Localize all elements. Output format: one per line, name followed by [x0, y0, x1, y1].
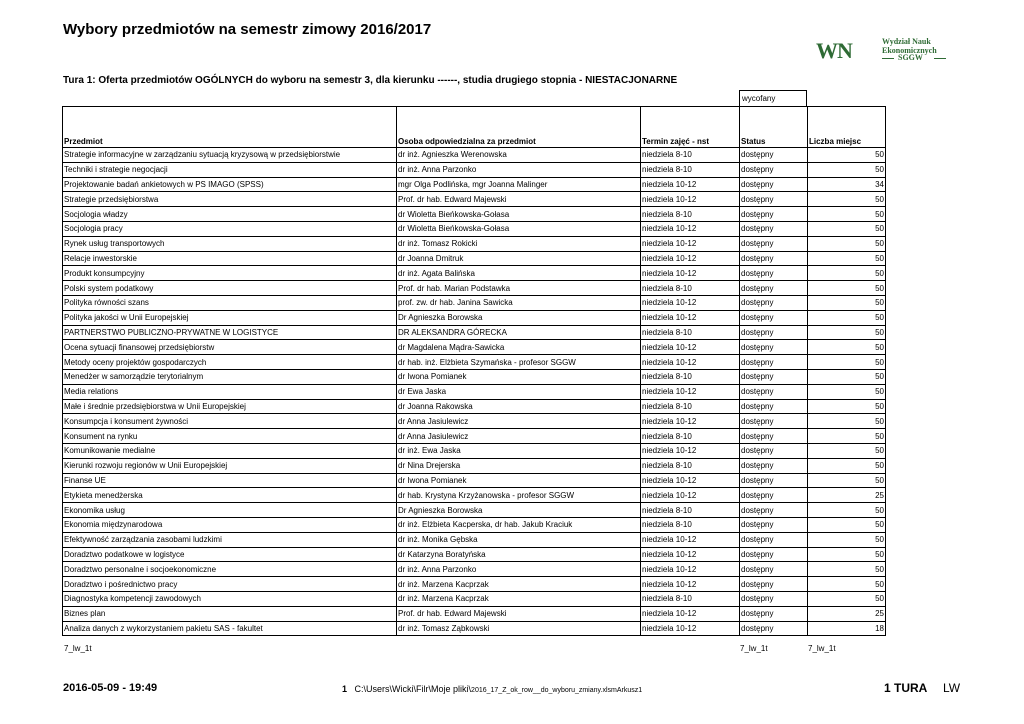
cell-przedmiot: Doradztwo i pośrednictwo pracy [63, 577, 397, 592]
cell-liczba-miejsc: 50 [808, 221, 886, 236]
cell-liczba-miejsc: 50 [808, 281, 886, 296]
cell-osoba: dr inż. Marzena Kacprzak [397, 591, 641, 606]
page-title: Wybory przedmiotów na semestr zimowy 2016/2017 [63, 21, 432, 38]
faculty-logo [816, 36, 956, 68]
cell-status: dostępny [740, 621, 808, 636]
header-przedmiot: Przedmiot [63, 107, 397, 148]
footer-tura: 1 TURA [884, 681, 928, 695]
cell-osoba: prof. zw. dr hab. Janina Sawicka [397, 295, 641, 310]
table-row [63, 310, 886, 325]
cell-status: dostępny [740, 369, 808, 384]
table-row [63, 221, 886, 236]
cell-liczba-miejsc: 50 [808, 473, 886, 488]
table-row [63, 473, 886, 488]
cell-liczba-miejsc: 50 [808, 295, 886, 310]
cell-termin: niedziela 10-12 [641, 414, 740, 429]
cell-przedmiot: Socjologia pracy [63, 221, 397, 236]
table-row [63, 340, 886, 355]
cell-status: dostępny [740, 162, 808, 177]
cell-osoba: dr Joanna Rakowska [397, 399, 641, 414]
cell-liczba-miejsc: 50 [808, 325, 886, 340]
footer-code: LW [943, 681, 961, 695]
header-osoba: Osoba odpowiedzialna za przedmiot [397, 107, 641, 148]
cell-termin: niedziela 8-10 [641, 281, 740, 296]
cell-przedmiot: Biznes plan [63, 606, 397, 621]
table-row [63, 325, 886, 340]
footer-path-main: C:\Users\Wicki\Filr\Moje pliki\ [354, 684, 472, 694]
cell-status: dostępny [740, 325, 808, 340]
cell-status: dostępny [740, 562, 808, 577]
cell-status: dostępny [740, 207, 808, 222]
cell-przedmiot: Socjologia władzy [63, 207, 397, 222]
table-row [63, 547, 886, 562]
cell-osoba: dr Anna Jasiulewicz [397, 414, 641, 429]
cell-termin: niedziela 10-12 [641, 488, 740, 503]
cell-termin: niedziela 10-12 [641, 562, 740, 577]
cell-termin: niedziela 10-12 [641, 606, 740, 621]
table-header-row [63, 107, 886, 148]
cell-termin: niedziela 10-12 [641, 621, 740, 636]
cell-liczba-miejsc: 50 [808, 369, 886, 384]
cell-osoba: dr inż. Agnieszka Werenowska [397, 148, 641, 163]
cell-osoba: dr Wioletta Bieńkowska-Gołasa [397, 207, 641, 222]
cell-status: dostępny [740, 192, 808, 207]
code-left: 7_lw_1t [64, 644, 92, 653]
cell-przedmiot: Komunikowanie medialne [63, 443, 397, 458]
cell-przedmiot: Polityka równości szans [63, 295, 397, 310]
cell-osoba: Prof. dr hab. Marian Podstawka [397, 281, 641, 296]
cell-przedmiot: Rynek usług transportowych [63, 236, 397, 251]
table-row [63, 591, 886, 606]
table-row [63, 429, 886, 444]
cell-liczba-miejsc: 50 [808, 384, 886, 399]
header-status: Status [740, 107, 808, 148]
table-row [63, 251, 886, 266]
cell-termin: niedziela 8-10 [641, 591, 740, 606]
footer-path [342, 684, 642, 694]
cell-osoba: dr inż. Marzena Kacprzak [397, 577, 641, 592]
cell-status: dostępny [740, 340, 808, 355]
cell-osoba: Dr Agnieszka Borowska [397, 503, 641, 518]
cell-przedmiot: Strategie przedsiębiorstwa [63, 192, 397, 207]
cell-termin: niedziela 10-12 [641, 384, 740, 399]
cell-przedmiot: Konsumpcja i konsument żywności [63, 414, 397, 429]
cell-przedmiot: Ekonomika usług [63, 503, 397, 518]
footer-page-number: 1 [342, 684, 348, 694]
cell-status: dostępny [740, 458, 808, 473]
cell-liczba-miejsc: 50 [808, 236, 886, 251]
footer-datetime: 2016-05-09 - 19:49 [63, 682, 158, 694]
cell-przedmiot: Finanse UE [63, 473, 397, 488]
cell-liczba-miejsc: 18 [808, 621, 886, 636]
courses-table-body [63, 107, 886, 636]
cell-termin: niedziela 8-10 [641, 325, 740, 340]
cell-przedmiot: Polityka jakości w Unii Europejskiej [63, 310, 397, 325]
cell-przedmiot: PARTNERSTWO PUBLICZNO-PRYWATNE W LOGISTYCE [63, 325, 397, 340]
cell-status: dostępny [740, 281, 808, 296]
cell-status: dostępny [740, 399, 808, 414]
table-row [63, 517, 886, 532]
table-row [63, 577, 886, 592]
cell-przedmiot: Techniki i strategie negocjacji [63, 162, 397, 177]
table-row [63, 266, 886, 281]
table-row [63, 443, 886, 458]
code-status: 7_lw_1t [740, 644, 768, 653]
logo-line1: Wydział Nauk [882, 37, 931, 46]
cell-liczba-miejsc: 50 [808, 591, 886, 606]
cell-przedmiot: Etykieta menedżerska [63, 488, 397, 503]
cell-liczba-miejsc: 50 [808, 399, 886, 414]
cell-status: dostępny [740, 236, 808, 251]
logo-sggw: SGGW [898, 53, 923, 62]
table-row [63, 192, 886, 207]
cell-osoba: DR ALEKSANDRA GÓRECKA [397, 325, 641, 340]
table-row [63, 281, 886, 296]
cell-termin: niedziela 10-12 [641, 473, 740, 488]
cell-status: dostępny [740, 532, 808, 547]
table-row [63, 384, 886, 399]
table-row [63, 295, 886, 310]
cell-osoba: dr hab. Krystyna Krzyżanowska - profesor SGGW [397, 488, 641, 503]
cell-osoba: dr Iwona Pomianek [397, 369, 641, 384]
code-places: 7_lw_1t [808, 644, 836, 653]
cell-termin: niedziela 10-12 [641, 236, 740, 251]
cell-osoba: dr inż. Agata Balińska [397, 266, 641, 281]
cell-status: dostępny [740, 148, 808, 163]
cell-status: dostępny [740, 473, 808, 488]
table-row [63, 488, 886, 503]
cell-osoba: dr inż. Monika Gębska [397, 532, 641, 547]
cell-termin: niedziela 8-10 [641, 369, 740, 384]
cell-przedmiot: Ekonomia międzynarodowa [63, 517, 397, 532]
cell-przedmiot: Analiza danych z wykorzystaniem pakietu SAS - fakultet [63, 621, 397, 636]
table-row [63, 414, 886, 429]
cell-osoba: dr inż. Anna Parzonko [397, 162, 641, 177]
cell-osoba: dr Ewa Jaska [397, 384, 641, 399]
cell-liczba-miejsc: 50 [808, 340, 886, 355]
cell-liczba-miejsc: 50 [808, 266, 886, 281]
cell-liczba-miejsc: 50 [808, 562, 886, 577]
cell-osoba: dr Iwona Pomianek [397, 473, 641, 488]
cell-osoba: dr hab. inż. Elżbieta Szymańska - profesor SGGW [397, 355, 641, 370]
cell-status: dostępny [740, 517, 808, 532]
cell-liczba-miejsc: 50 [808, 577, 886, 592]
table-row [63, 621, 886, 636]
logo-line2: Ekonomicznych [882, 46, 937, 55]
cell-liczba-miejsc: 50 [808, 162, 886, 177]
cell-liczba-miejsc: 50 [808, 414, 886, 429]
cell-przedmiot: Ocena sytuacji finansowej przedsiębiorstw [63, 340, 397, 355]
table-row [63, 606, 886, 621]
cell-termin: niedziela 8-10 [641, 207, 740, 222]
cell-status: dostępny [740, 443, 808, 458]
cell-status: dostępny [740, 577, 808, 592]
table-row [63, 369, 886, 384]
logo-divider-left [882, 58, 894, 59]
cell-status: dostępny [740, 547, 808, 562]
cell-liczba-miejsc: 50 [808, 429, 886, 444]
table-row [63, 532, 886, 547]
cell-przedmiot: Kierunki rozwoju regionów w Unii Europejskiej [63, 458, 397, 473]
table-row [63, 503, 886, 518]
cell-liczba-miejsc: 50 [808, 503, 886, 518]
cell-liczba-miejsc: 50 [808, 310, 886, 325]
cell-przedmiot: Diagnostyka kompetencji zawodowych [63, 591, 397, 606]
logo-divider-right [934, 58, 946, 59]
courses-table [62, 106, 886, 636]
cell-osoba: dr Nina Drejerska [397, 458, 641, 473]
cell-osoba: Dr Agnieszka Borowska [397, 310, 641, 325]
table-row [63, 458, 886, 473]
cell-status: dostępny [740, 310, 808, 325]
table-row [63, 207, 886, 222]
cell-przedmiot: Efektywność zarządzania zasobami ludzkimi [63, 532, 397, 547]
cell-termin: niedziela 10-12 [641, 443, 740, 458]
cell-liczba-miejsc: 25 [808, 606, 886, 621]
cell-termin: niedziela 10-12 [641, 192, 740, 207]
cell-osoba: dr inż. Ewa Jaska [397, 443, 641, 458]
cell-przedmiot: Strategie informacyjne w zarządzaniu sytuacją kryzysową w przedsiębiorstwie [63, 148, 397, 163]
cell-osoba: dr Joanna Dmitruk [397, 251, 641, 266]
cell-osoba: dr Katarzyna Boratyńska [397, 547, 641, 562]
cell-status: dostępny [740, 177, 808, 192]
cell-przedmiot: Małe i średnie przedsiębiorstwa w Unii Europejskiej [63, 399, 397, 414]
cell-termin: niedziela 8-10 [641, 517, 740, 532]
cell-osoba: dr inż. Elżbieta Kacperska, dr hab. Jakub Kraciuk [397, 517, 641, 532]
cell-przedmiot: Metody oceny projektów gospodarczych [63, 355, 397, 370]
table-row [63, 177, 886, 192]
footer-path-file: 2016_17_Z_ok_row__do_wyboru_zmiany.xlsmArkusz1 [471, 687, 643, 694]
cell-liczba-miejsc: 25 [808, 488, 886, 503]
cell-liczba-miejsc: 50 [808, 251, 886, 266]
cell-termin: niedziela 10-12 [641, 340, 740, 355]
cell-termin: niedziela 8-10 [641, 503, 740, 518]
cell-termin: niedziela 10-12 [641, 547, 740, 562]
table-row [63, 562, 886, 577]
table-row [63, 399, 886, 414]
cell-przedmiot: Produkt konsumpcyjny [63, 266, 397, 281]
cell-osoba: dr Anna Jasiulewicz [397, 429, 641, 444]
cell-przedmiot: Relacje inwestorskie [63, 251, 397, 266]
table-row [63, 162, 886, 177]
cell-liczba-miejsc: 34 [808, 177, 886, 192]
cell-przedmiot: Projektowanie badań ankietowych w PS IMAGO (SPSS) [63, 177, 397, 192]
cell-przedmiot: Konsument na rynku [63, 429, 397, 444]
cell-termin: niedziela 8-10 [641, 458, 740, 473]
table-row [63, 148, 886, 163]
cell-liczba-miejsc: 50 [808, 547, 886, 562]
cell-termin: niedziela 10-12 [641, 221, 740, 236]
cell-status: dostępny [740, 429, 808, 444]
cell-osoba: Prof. dr hab. Edward Majewski [397, 606, 641, 621]
cell-liczba-miejsc: 50 [808, 207, 886, 222]
cell-przedmiot: Menedżer w samorządzie terytorialnym [63, 369, 397, 384]
cell-termin: niedziela 8-10 [641, 399, 740, 414]
cell-termin: niedziela 8-10 [641, 162, 740, 177]
header-termin: Termin zajęć - nst [641, 107, 740, 148]
cell-status: dostępny [740, 251, 808, 266]
cell-przedmiot: Polski system podatkowy [63, 281, 397, 296]
cell-status: dostępny [740, 384, 808, 399]
logo-mark: WN [816, 38, 852, 63]
cell-termin: niedziela 8-10 [641, 429, 740, 444]
cell-termin: niedziela 10-12 [641, 532, 740, 547]
cell-termin: niedziela 10-12 [641, 310, 740, 325]
cell-status: dostępny [740, 355, 808, 370]
cell-liczba-miejsc: 50 [808, 192, 886, 207]
cell-osoba: dr inż. Anna Parzonko [397, 562, 641, 577]
cell-status: dostępny [740, 295, 808, 310]
cell-status: dostępny [740, 414, 808, 429]
offer-subtitle: Tura 1: Oferta przedmiotów OGÓLNYCH do wyboru na semestr 3, dla kierunku ------, studia drugiego stopnia - NIESTACJONARNE [63, 75, 678, 86]
table-row [63, 355, 886, 370]
cell-status: dostępny [740, 221, 808, 236]
cell-termin: niedziela 10-12 [641, 577, 740, 592]
cell-termin: niedziela 10-12 [641, 355, 740, 370]
cell-liczba-miejsc: 50 [808, 458, 886, 473]
cell-osoba: dr Magdalena Mądra-Sawicka [397, 340, 641, 355]
cell-przedmiot: Media relations [63, 384, 397, 399]
table-row [63, 236, 886, 251]
cell-osoba: Prof. dr hab. Edward Majewski [397, 192, 641, 207]
cell-liczba-miejsc: 50 [808, 355, 886, 370]
cell-status: dostępny [740, 503, 808, 518]
cell-osoba: mgr Olga Podlińska, mgr Joanna Malinger [397, 177, 641, 192]
cell-status: dostępny [740, 266, 808, 281]
cell-status: dostępny [740, 591, 808, 606]
cell-liczba-miejsc: 50 [808, 148, 886, 163]
cell-termin: niedziela 10-12 [641, 177, 740, 192]
cell-termin: niedziela 10-12 [641, 251, 740, 266]
header-liczba-miejsc: Liczba miejsc [808, 107, 886, 148]
cell-osoba: dr inż. Tomasz Rokicki [397, 236, 641, 251]
cell-osoba: dr Wioletta Bieńkowska-Gołasa [397, 221, 641, 236]
cell-liczba-miejsc: 50 [808, 532, 886, 547]
cell-termin: niedziela 10-12 [641, 266, 740, 281]
cell-przedmiot: Doradztwo personalne i socjoekonomiczne [63, 562, 397, 577]
cell-status: dostępny [740, 488, 808, 503]
cell-osoba: dr inż. Tomasz Ząbkowski [397, 621, 641, 636]
cell-termin: niedziela 8-10 [641, 148, 740, 163]
cell-status: dostępny [740, 606, 808, 621]
cell-liczba-miejsc: 50 [808, 443, 886, 458]
cell-liczba-miejsc: 50 [808, 517, 886, 532]
cell-termin: niedziela 10-12 [641, 295, 740, 310]
cell-przedmiot: Doradztwo podatkowe w logistyce [63, 547, 397, 562]
wycofany-label: wycofany [739, 90, 807, 106]
